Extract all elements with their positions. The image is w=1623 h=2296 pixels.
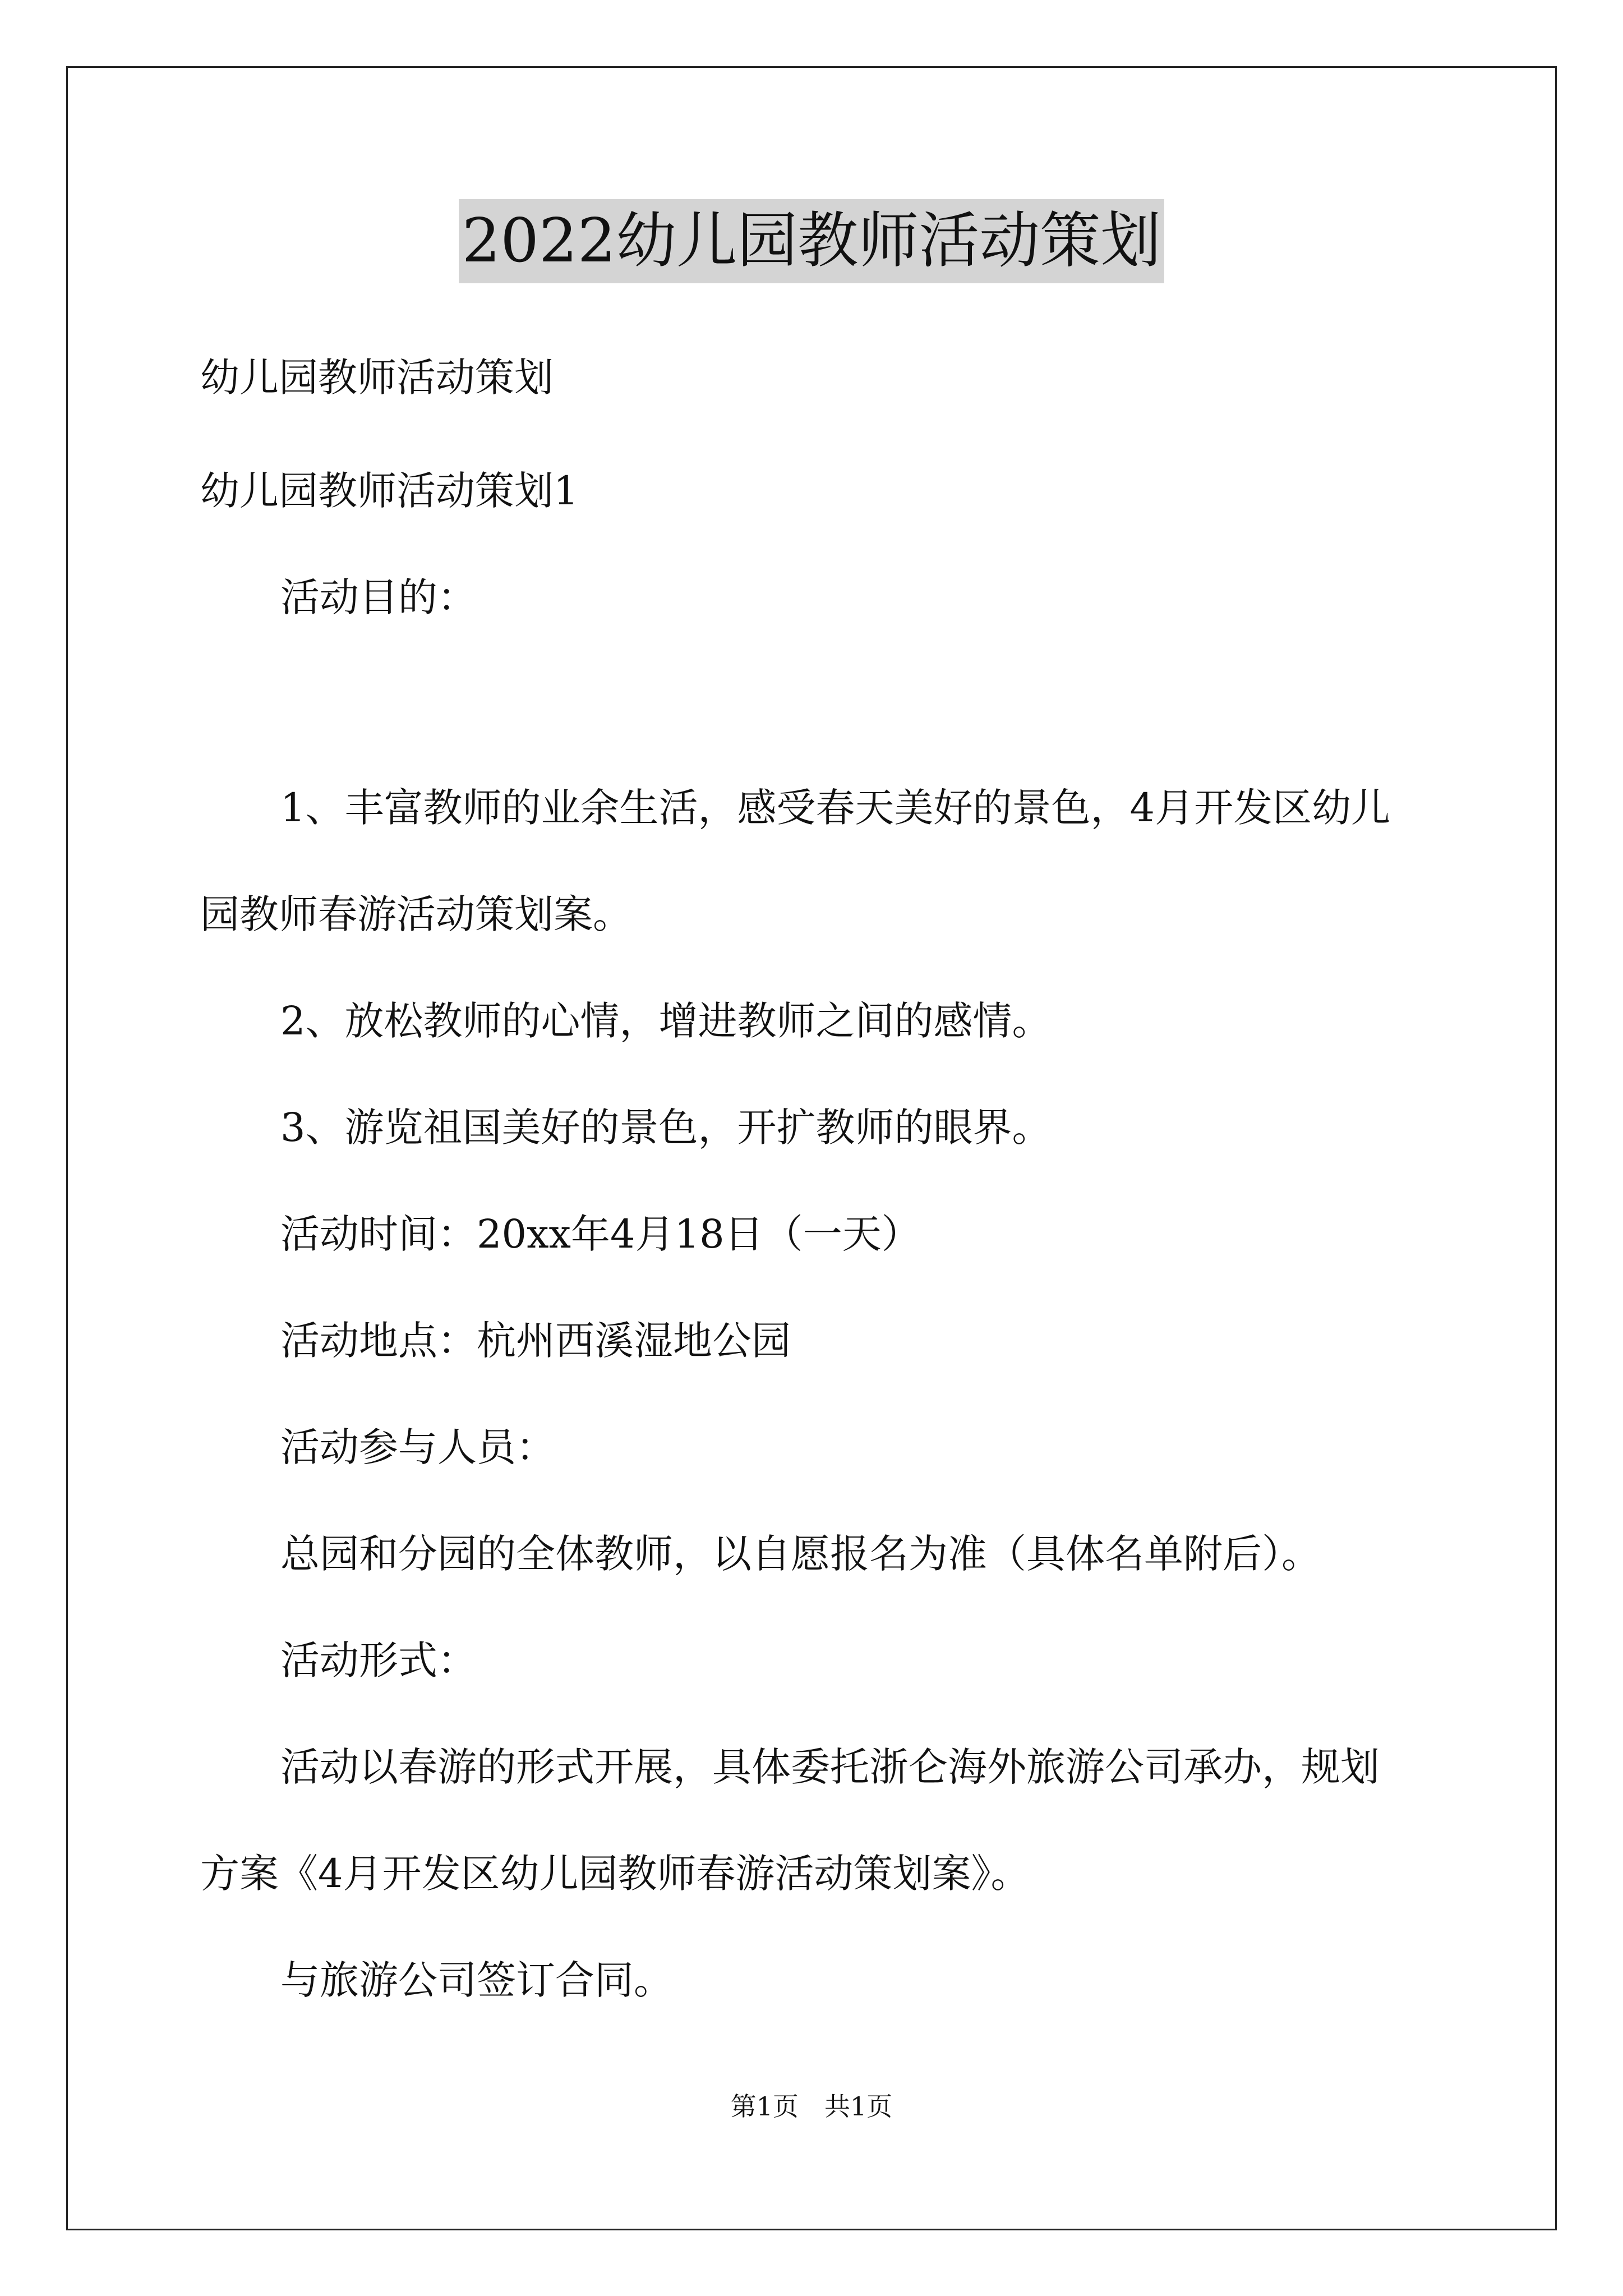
paragraph-location: 活动地点：杭州西溪湿地公园 bbox=[280, 1318, 791, 1364]
paragraph-heading: 幼儿园教师活动策划 bbox=[200, 355, 554, 401]
paragraph-participants: 总园和分园的全体教师，以自愿报名为准（具体名单附后）。 bbox=[280, 1531, 1321, 1577]
paragraph-purpose-2: 2、放松教师的心情，增进教师之间的感情。 bbox=[280, 998, 1052, 1044]
paragraph-participants-label: 活动参与人员： bbox=[280, 1424, 555, 1470]
title-container bbox=[0, 199, 1623, 283]
paragraph-form: 活动以春游的形式开展，具体委托浙仑海外旅游公司承办，规划 bbox=[280, 1744, 1380, 1790]
paragraph-form-cont: 方案《4月开发区幼儿园教师春游活动策划案》。 bbox=[200, 1851, 1030, 1897]
paragraph-contract: 与旅游公司签订合同。 bbox=[280, 1957, 673, 2003]
paragraph-subheading: 幼儿园教师活动策划1 bbox=[200, 468, 579, 514]
paragraph-time: 活动时间：20xx年4月18日（一天） bbox=[280, 1211, 921, 1257]
page-number: 第1页 共1页 bbox=[730, 2091, 893, 2122]
paragraph-purpose-3: 3、游览祖国美好的景色，开扩教师的眼界。 bbox=[280, 1105, 1052, 1151]
document-title: 2022幼儿园教师活动策划 bbox=[459, 199, 1165, 283]
paragraph-purpose-label: 活动目的： bbox=[280, 574, 477, 620]
paragraph-purpose-1: 1、丰富教师的业余生活，感受春天美好的景色，4月开发区幼儿 bbox=[280, 785, 1391, 831]
paragraph-purpose-1-cont: 园教师春游活动策划案。 bbox=[200, 891, 632, 937]
paragraph-form-label: 活动形式： bbox=[280, 1637, 477, 1683]
